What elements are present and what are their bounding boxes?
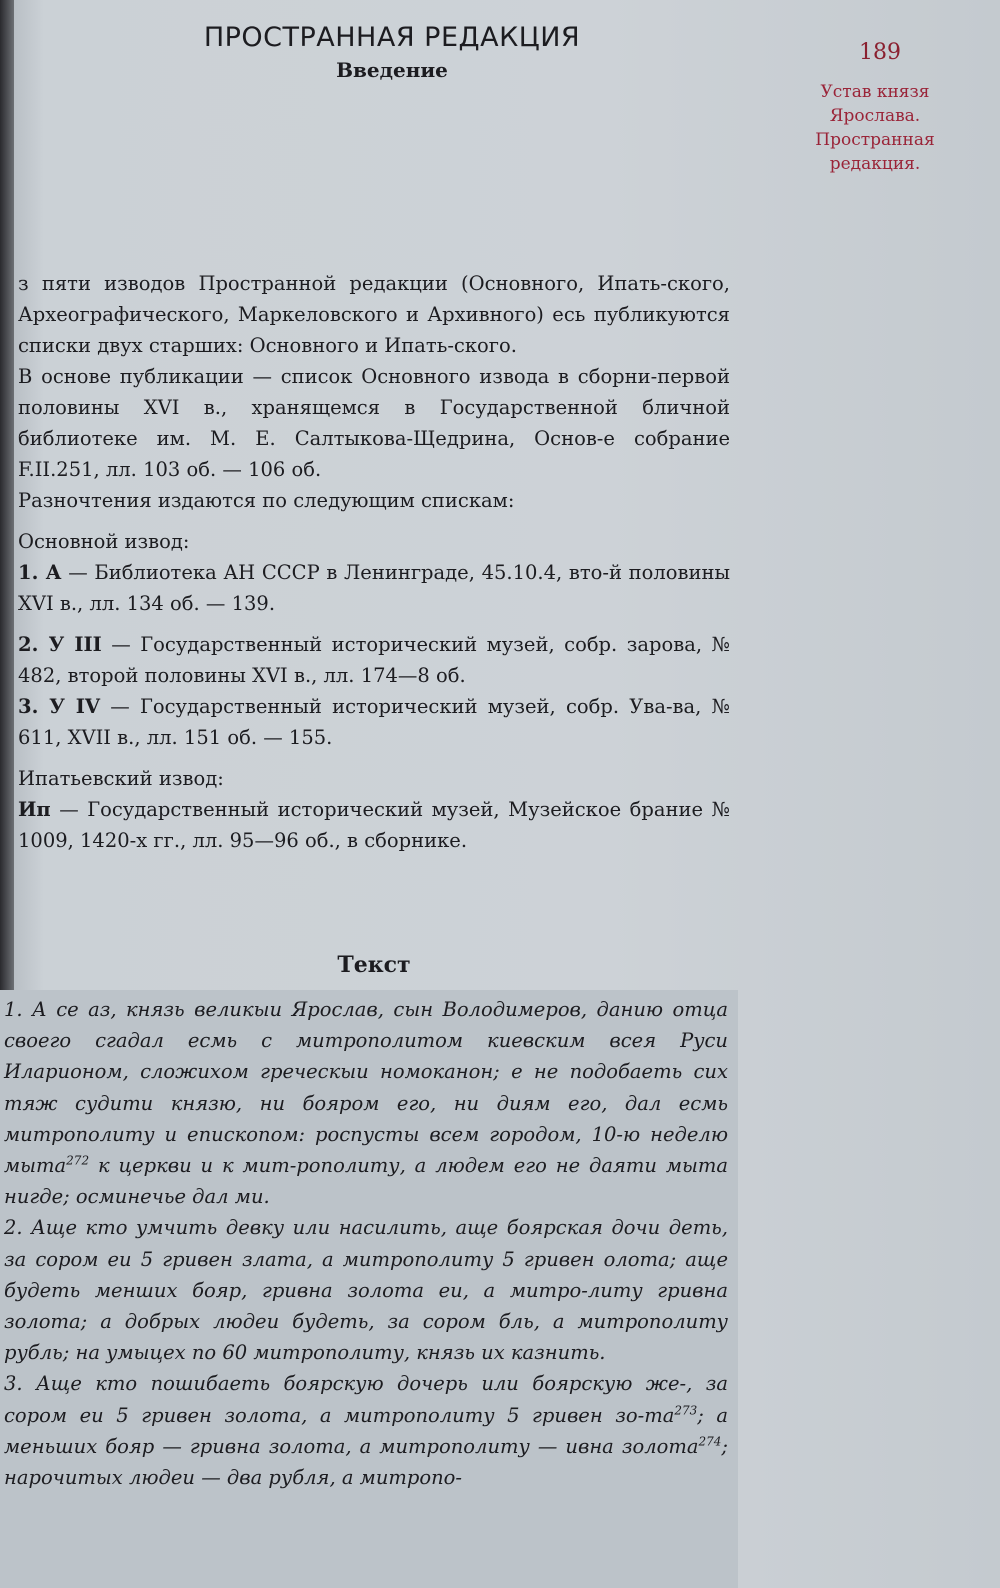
margin-note-line: редакция. xyxy=(829,154,921,174)
introduction-text xyxy=(18,268,730,856)
article-3: 3. Аще кто пошибаеть боярскую дочерь или боярскую же-, за сором еи 5 гривен золота, а митрополиту 5 гривен $зо-та^{273}$; а меньших бояр — гривна золота, а митрополиту — ивна золота$^{274}$; нарочитых людеи — два рубля, а митропо- xyxy=(4,1372,728,1490)
manuscript-item xyxy=(18,691,730,753)
manuscript-siglum: 1. А xyxy=(18,561,62,584)
manuscript-siglum: 3. У IV xyxy=(18,695,101,718)
intro-paragraph: з пяти изводов Пространной редакции (Основного, Ипать-ского, Археографического, Маркеловского и Архивного) есь публикуются списки двух старших: Основного и Ипать-ского. xyxy=(18,272,730,357)
manuscript-item xyxy=(18,557,730,619)
intro-paragraph: В основе публикации — список Основного извода в сборни-первой половины XVI в., хранящемся в Государственной бличной библиотеке им. М. Е. Салтыкова-Щедрина, Основ-е собрание F.II.251, лл. 103 об. — 106 об. xyxy=(18,365,730,481)
section-title: Текст xyxy=(337,952,411,978)
manuscript-desc: — Государственный исторический музей, собр. зарова, № 482, второй половины XVI в., лл. 174—8 об. xyxy=(18,633,730,687)
footnote-ref: 274 xyxy=(698,1434,722,1449)
charter-text xyxy=(4,994,728,1493)
manuscript-desc: — Государственный исторический музей, Музейское брание № 1009, 1420-х гг., лл. 95—96 об., в сборнике. xyxy=(18,798,730,852)
intro-paragraph: Разночтения издаются по следующим спискам: xyxy=(18,489,515,512)
shaded-text-block xyxy=(0,990,738,1588)
margin-note-line: Ярослава. xyxy=(829,106,921,126)
page-number: 189 xyxy=(859,40,901,65)
manuscript-item xyxy=(18,629,730,691)
manuscript-item xyxy=(18,794,730,856)
article-1: 1. А се аз, князь великыи Ярослав, сын Володимеров, данию отца своего сгадал есмь с митрополитом киевским всея Руси Иларионом, сложихом греческыи номоканон; е не подобаеть сих тяж судити князю, ни бояром его, ни диям его, дал есмь митрополиту и епископом: роспусты всем городом, 10-ю неделю мыта$^{272}$ к церкви и к мит-рополиту, а людем его не даяти мыта нигде; осминечье дал ми. xyxy=(4,998,728,1209)
list-label-ipatevsky: Ипатьевский извод: xyxy=(18,767,224,790)
margin-note-line: Устав князя xyxy=(820,82,930,102)
manuscript-siglum: Ип xyxy=(18,798,51,821)
manuscript-siglum: 2. У III xyxy=(18,633,102,656)
footnote-ref: 272 xyxy=(66,1153,90,1168)
page-title: ПРОСТРАННАЯ РЕДАКЦИЯ xyxy=(203,22,581,53)
manuscript-desc: — Библиотека АН СССР в Ленинграде, 45.10.4, вто-й половины XVI в., лл. 134 об. — 139. xyxy=(18,561,731,615)
article-2: 2. Аще кто умчить девку или насилить, аще боярская дочи деть, за сором еи 5 гривен злата, а митрополиту 5 гривен олота; аще будеть менших бояр, гривна золота еи, а митро-литу гривна золота; а добрых людеи будеть, за сором бль, а митрополиту рубль; на умыцех по 60 митрополиту, князь их казнить. xyxy=(4,1216,728,1365)
page-subtitle: Введение xyxy=(336,58,448,82)
footnote-ref: 273 xyxy=(674,1403,698,1418)
margin-note xyxy=(800,80,950,176)
manuscript-desc: — Государственный исторический музей, собр. Ува-ва, № 611, XVII в., лл. 151 об. — 155. xyxy=(18,695,731,749)
margin-note-line: Пространная xyxy=(815,130,935,150)
list-label-osnovnoy: Основной извод: xyxy=(18,530,190,553)
